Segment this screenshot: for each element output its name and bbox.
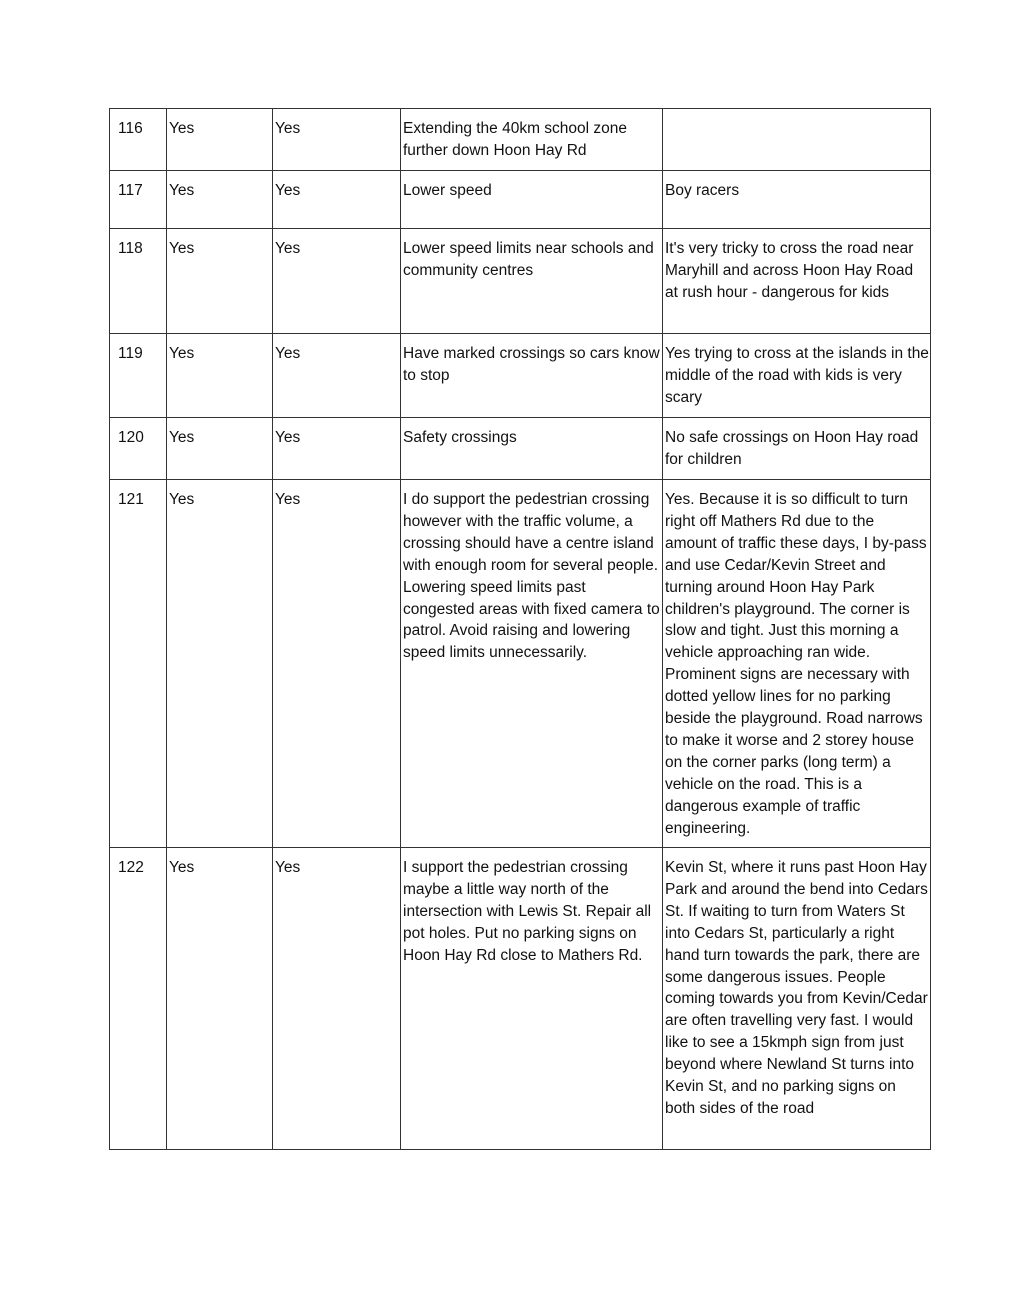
suggestion-cell: I do support the pedestrian crossing however with the traffic volume, a crossing should have a centre island with enough room for several people. Lowering speed limits past congested areas with fixed camera to patrol. Avoid raising and lowering speed limits unnecessarily. — [401, 480, 663, 848]
suggestion-cell: Lower speed — [401, 171, 663, 229]
response-b: Yes — [273, 480, 401, 848]
response-b: Yes — [273, 109, 401, 171]
comment-cell: No safe crossings on Hoon Hay road for children — [663, 418, 931, 480]
response-a: Yes — [167, 848, 273, 1150]
submission-id: 118 — [110, 229, 167, 334]
table-row — [110, 418, 931, 480]
comment-cell: It's very tricky to cross the road near Maryhill and across Hoon Hay Road at rush hour - dangerous for kids — [663, 229, 931, 334]
table-row — [110, 480, 931, 848]
response-b: Yes — [273, 334, 401, 418]
submission-id: 121 — [110, 480, 167, 848]
table-row — [110, 171, 931, 229]
response-a: Yes — [167, 418, 273, 480]
response-a: Yes — [167, 480, 273, 848]
response-b: Yes — [273, 171, 401, 229]
comment-cell: Kevin St, where it runs past Hoon Hay Park and around the bend into Cedars St. If waiting to turn from Waters St into Cedars St, particularly a right hand turn towards the park, there are some dangerous issues. People coming towards you from Kevin/Cedar are often travelling very fast. I would like to see a 15kmph sign from just beyond where Newland St turns into Kevin St, and no parking signs on both sides of the road — [663, 848, 931, 1150]
table-row — [110, 109, 931, 171]
suggestion-cell: Lower speed limits near schools and community centres — [401, 229, 663, 334]
response-b: Yes — [273, 848, 401, 1150]
submissions-table-wrapper — [109, 108, 930, 1150]
suggestion-cell: Extending the 40km school zone further down Hoon Hay Rd — [401, 109, 663, 171]
suggestion-cell: I support the pedestrian crossing maybe a little way north of the intersection with Lewis St. Repair all pot holes. Put no parking signs on Hoon Hay Rd close to Mathers Rd. — [401, 848, 663, 1150]
suggestion-cell: Safety crossings — [401, 418, 663, 480]
response-b: Yes — [273, 229, 401, 334]
suggestion-cell: Have marked crossings so cars know to stop — [401, 334, 663, 418]
table-row — [110, 848, 931, 1150]
table-row — [110, 334, 931, 418]
submission-id: 120 — [110, 418, 167, 480]
submission-id: 116 — [110, 109, 167, 171]
response-a: Yes — [167, 109, 273, 171]
response-a: Yes — [167, 334, 273, 418]
submission-id: 117 — [110, 171, 167, 229]
response-a: Yes — [167, 171, 273, 229]
comment-cell — [663, 109, 931, 171]
submission-id: 122 — [110, 848, 167, 1150]
submission-id: 119 — [110, 334, 167, 418]
response-b: Yes — [273, 418, 401, 480]
table-row — [110, 229, 931, 334]
comment-cell: Yes trying to cross at the islands in the middle of the road with kids is very scary — [663, 334, 931, 418]
response-a: Yes — [167, 229, 273, 334]
submissions-table — [109, 108, 931, 1150]
comment-cell: Yes. Because it is so difficult to turn right off Mathers Rd due to the amount of traffic these days, I by-pass and use Cedar/Kevin Street and turning around Hoon Hay Park children's playground. The corner is slow and tight. Just this morning a vehicle approaching ran wide. Prominent signs are necessary with dotted yellow lines for no parking beside the playground. Road narrows to make it worse and 2 storey house on the corner parks (long term) a vehicle on the road. This is a dangerous example of traffic engineering. — [663, 480, 931, 848]
comment-cell: Boy racers — [663, 171, 931, 229]
